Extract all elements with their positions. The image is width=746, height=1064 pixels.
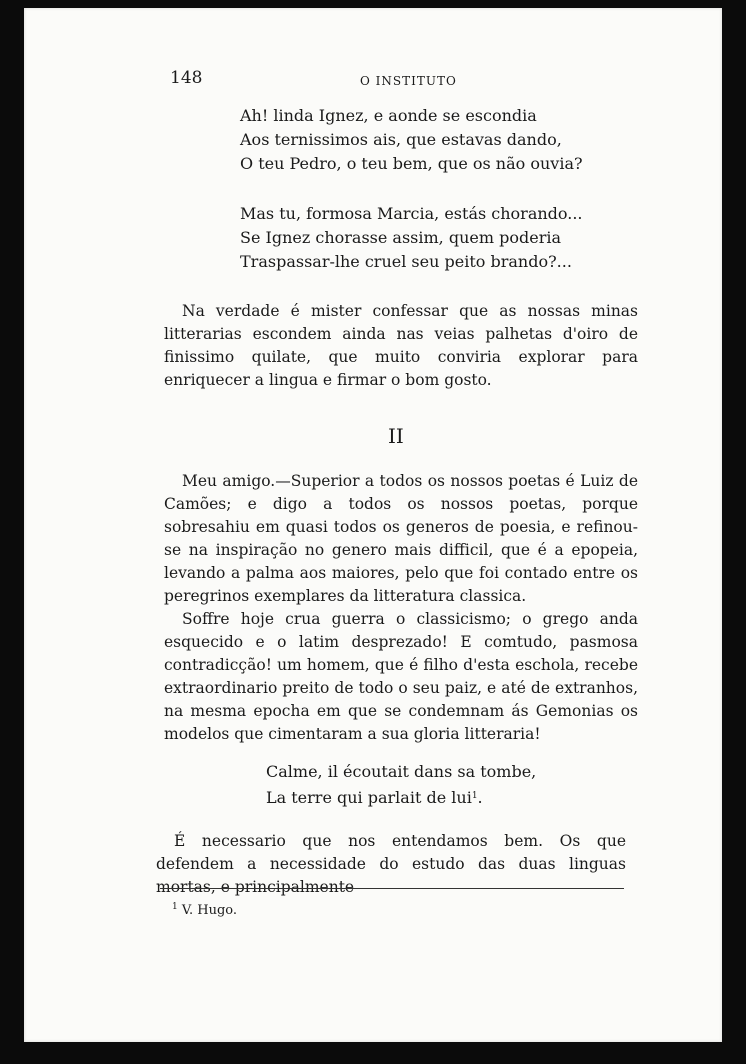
verse-punctuation: . <box>477 788 483 807</box>
verse-line: Mas tu, formosa Marcia, estás chorando... <box>240 204 583 223</box>
paragraph: É necessario que nos entendamos bem. Os que defendem a necessidade do estudo das duas linguas mortas, e principalmente <box>156 832 626 896</box>
book-page <box>24 8 722 1042</box>
verse-line <box>266 784 536 810</box>
paragraph: Meu amigo.—Superior a todos os nossos poetas é Luiz de Camões; e digo a todos os nossos poetas, porque sobresahiu em quasi todos os generos de poesia, e refinou-se na inspiração no genero mais difficil, que é a epopeia, levando a palma aos maiores, pelo que foi contado entre os peregrinos exemplares da litteratura classica. <box>164 472 638 605</box>
running-head: O INSTITUTO <box>360 74 457 88</box>
verse-line: O teu Pedro, o teu bem, que os não ouvia? <box>240 154 583 173</box>
paragraph: Soffre hoje crua guerra o classicismo; o grego anda esquecido e o latim desprezado! E comtudo, pasmosa contradicção! um homem, que é filho d'esta eschola, recebe extraordinario preito de todo o seu paiz, e até de extranhos, na mesma epocha em que se condemnam ás Gemonias os modelos que cimentaram a sua gloria litteraria! <box>164 610 638 743</box>
verse-line: Aos ternissimos ais, que estavas dando, <box>240 130 562 149</box>
footnote-number: 1 <box>172 902 178 912</box>
footnote <box>172 902 237 918</box>
footnote-text: V. Hugo. <box>181 903 238 918</box>
verse-line: Calme, il écoutait dans sa tombe, <box>266 762 537 781</box>
verse-line: Traspassar-lhe cruel seu peito brando?... <box>240 252 572 271</box>
paragraph: Na verdade é mister confessar que as nossas minas litterarias escondem ainda nas veias palhetas d'oiro de finissimo quilate, que muito conviria explorar para enriquecer a lingua e firmar o bom gosto. <box>164 302 638 389</box>
page-number: 148 <box>170 68 203 88</box>
prose-block-1 <box>164 300 638 392</box>
prose-block-2 <box>164 470 638 746</box>
verse-quote <box>266 760 536 810</box>
section-heading: II <box>388 424 404 448</box>
footnote-rule <box>160 888 624 889</box>
verse-text: La terre qui parlait de lui <box>266 788 472 807</box>
verse-line: Se Ignez chorasse assim, quem poderia <box>240 228 562 247</box>
verse-line: Ah! linda Ignez, e aonde se escondia <box>240 106 537 125</box>
verse-stanza-2 <box>240 202 583 274</box>
footnote-marker: 1 <box>471 791 478 801</box>
verse-stanza-1 <box>240 104 583 176</box>
